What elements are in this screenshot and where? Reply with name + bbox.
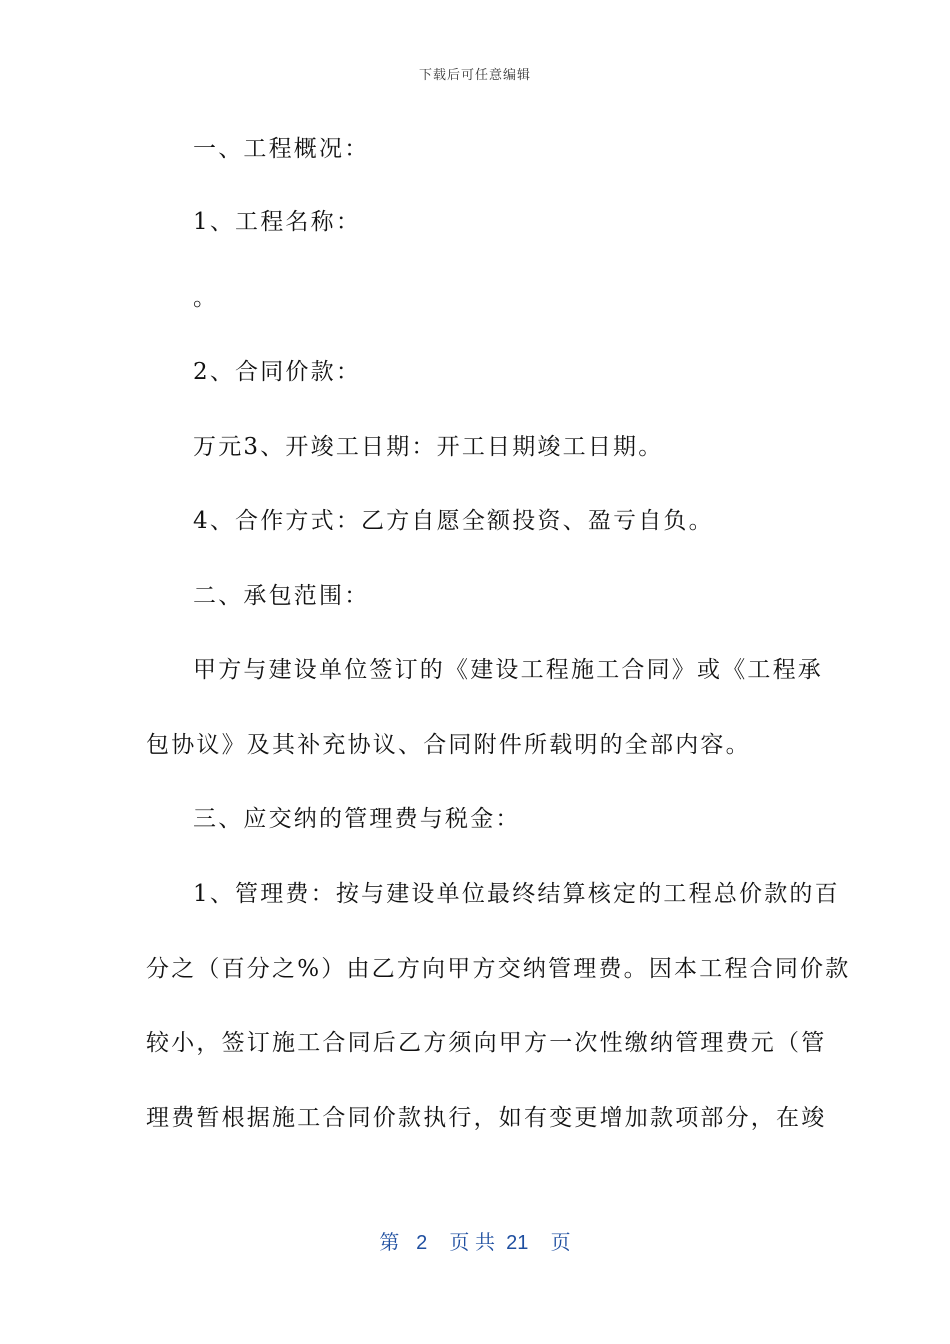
- paragraph-line: 分之（百分之%）由乙方向甲方交纳管理费。因本工程合同价款: [146, 956, 851, 982]
- paragraph-line: 1、管理费：按与建设单位最终结算核定的工程总价款的百: [193, 881, 840, 907]
- page-header: 下载后可任意编辑: [418, 68, 531, 83]
- footer-prefix: 第: [379, 1232, 400, 1254]
- paragraph-line: 较小，签订施工合同后乙方须向甲方一次性缴纳管理费元（管: [146, 1030, 827, 1056]
- section-heading-fees-taxes: 三、应交纳的管理费与税金：: [193, 806, 521, 832]
- project-name-value-line: 。: [193, 285, 219, 311]
- footer-middle: 页 共: [449, 1232, 495, 1254]
- cooperation-method-line: 4、合作方式：乙方自愿全额投资、盈亏自负。: [193, 508, 714, 534]
- footer-suffix: 页: [550, 1232, 571, 1254]
- start-completion-date-line: 万元3、开竣工日期：开工日期竣工日期。: [193, 434, 664, 460]
- current-page-number: 2: [416, 1232, 428, 1254]
- paragraph-line: 包协议》及其补充协议、合同附件所载明的全部内容。: [146, 732, 751, 758]
- page-number-footer: [0, 1226, 950, 1255]
- paragraph-line: 理费暂根据施工合同价款执行，如有变更增加款项部分，在竣: [146, 1105, 827, 1131]
- total-pages-number: 21: [506, 1232, 529, 1254]
- contract-price-line: 2、合同价款：: [193, 359, 362, 385]
- section-heading-contract-scope: 二、承包范围：: [193, 583, 370, 609]
- project-name-line: 1、工程名称：: [193, 209, 362, 235]
- paragraph-line: 甲方与建设单位签订的《建设工程施工合同》或《工程承: [193, 657, 823, 683]
- section-heading-project-overview: 一、工程概况：: [193, 136, 370, 162]
